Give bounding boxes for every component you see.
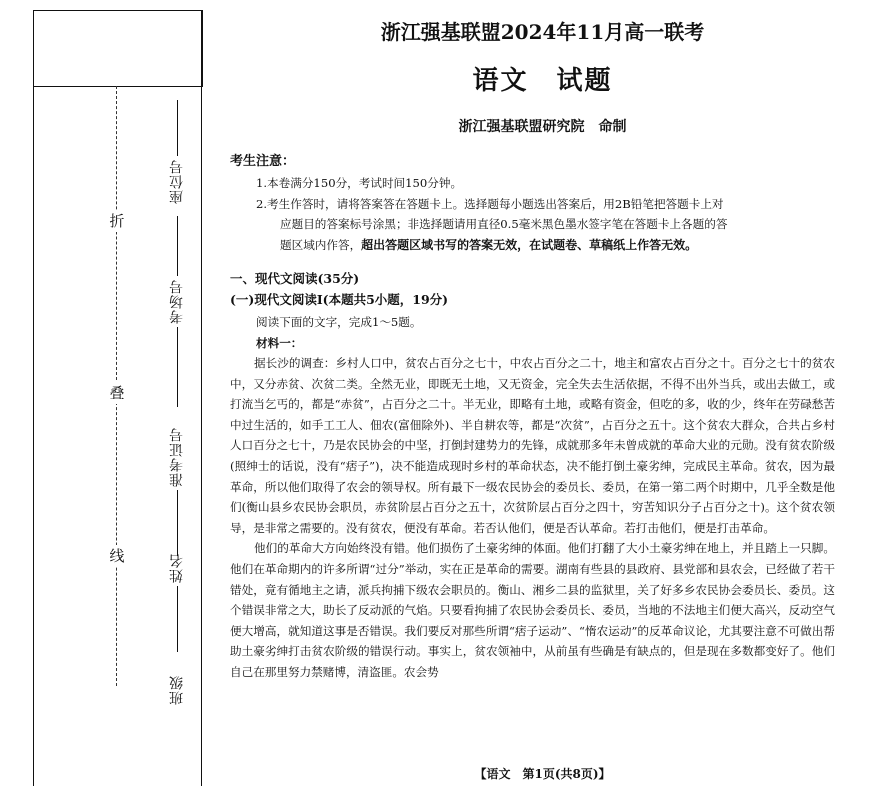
section-heading: 一、现代文阅读(35分) [230,271,360,286]
notice-item-1: 1.本卷满分150分，考试时间150分钟。 [256,176,463,190]
exam-title: 浙江强基联盟2024年11月高一联考 [380,20,705,44]
name-field: 姓名 [166,550,188,652]
notice-item-2a: 2.考生作答时，请将答案答在答题卡上。选择题每小题选出答案后，用2B铅笔把答题卡上对 [256,196,724,211]
binding-margin [0,0,205,790]
passage-paragraph: 他们的革命大方向始终没有错。他们损伤了土豪劣绅的体面。他们打翻了大小土豪劣绅在地上，并且踏上一只脚。他们在革命期内的许多所谓“过分”举动，实在正是革命的需要。湖南有些县的县政府、县党部和县农会，已经做了若干错处，竟有循地主之请，派兵拘捕下级农会职员的。衡山、湘乡二县的监狱里，关了好多乡农民协会委员长、委员。这个错误非常之大，助长了反动派的气焰。只要看拘捕了农民协会委员长、委员，当地的不法地主们便大高兴，反动空气便大增高，就知道这事是否错误。我们要反对那些所谓“痞子运动”、“惰农运动”的反革命议论，尤其要注意不可做出帮助土豪劣绅打击贫农阶级的错误行动。事实上，贫农领袖中，从前虽有些确是有缺点的，但是现在多数都变好了。他们自己在那里努力禁赌博，清盗匪。农会势 [230,541,835,679]
subsection-heading: (一)现代文阅读Ⅰ(本题共5小题，19分) [230,292,449,307]
page-footer: 【语文 第1页(共8页)】 [474,767,611,781]
notice-item-2b: 应题目的答案标号涂黑；非选择题请用直径0.5毫米黑色墨水签字笔在答题卡上各题的答 [280,217,728,232]
reading-instruction: 阅读下面的文字，完成1～5题。 [256,315,422,329]
binding-top-box [33,10,203,87]
notice-warning: 超出答题区域书写的答案无效，在试题卷、草稿纸上作答无效。 [361,237,698,252]
notice-list [256,173,836,255]
subject-title: 语文 试题 [472,66,613,96]
notice-heading: 考生注意： [230,154,296,169]
issuer-line: 浙江强基联盟研究院 命制 [458,119,627,135]
exam-room-field: 考场号 [166,216,188,407]
passage-paragraph: 据长沙的调查：乡村人口中，贫农占百分之七十，中农占百分之二十，地主和富农占百分之十。百分之七十的贫农中，又分赤贫、次贫二类。全然无业，即既无土地，又无资金，完全失去生活依据，不得不出外当兵，或出去做工，或打流当乞丐的，都是“赤贫”，占百分之二十。半无业，即略有土地，或略有资金，但吃的多，收的少，终年在劳碌愁苦中过生活的，如手工工人、佃农(富佃除外)、半自耕农等，都是“次贫”，占百分之五十。这个贫农大群众，合共占乡村人口百分之七十，乃是农民协会的中坚，打倒封建势力的先锋，成就那多年未曾成就的革命大业的元勋。没有贫农阶级(照绅士的话说，没有“痞子”)，决不能造成现时乡村的革命状态，决不能打倒土豪劣绅，完成民主革命。贫农，因为最革命，所以他们取得了农会的领导权。所有最下一级农民协会的委员长、委员，在第一第二两个时期中，几乎全数是他们(衡山县乡农民协会职员，赤贫阶层占百分之五十，次贫阶层占百分之四十，穷苦知识分子占百分之十)。这个贫农领导，是非常之需要的。没有贫农，便没有革命。若否认他们，便是否认革命。若打击他们，便是打击革命。 [230,356,835,535]
class-field: 班级 [169,675,185,705]
fold-char: 线 [106,545,128,567]
notice-item-2c: 题区域内作答，超出答题区域书写的答案无效，在试题卷、草稿纸上作答无效。 [280,237,698,252]
passage-text [230,353,835,683]
material-label: 材料一： [256,336,303,350]
seat-number-field: 座位号 [166,100,188,207]
admission-number-field: 准考证号 [166,424,188,556]
fold-char: 折 [106,210,128,232]
fold-char: 叠 [106,382,128,404]
